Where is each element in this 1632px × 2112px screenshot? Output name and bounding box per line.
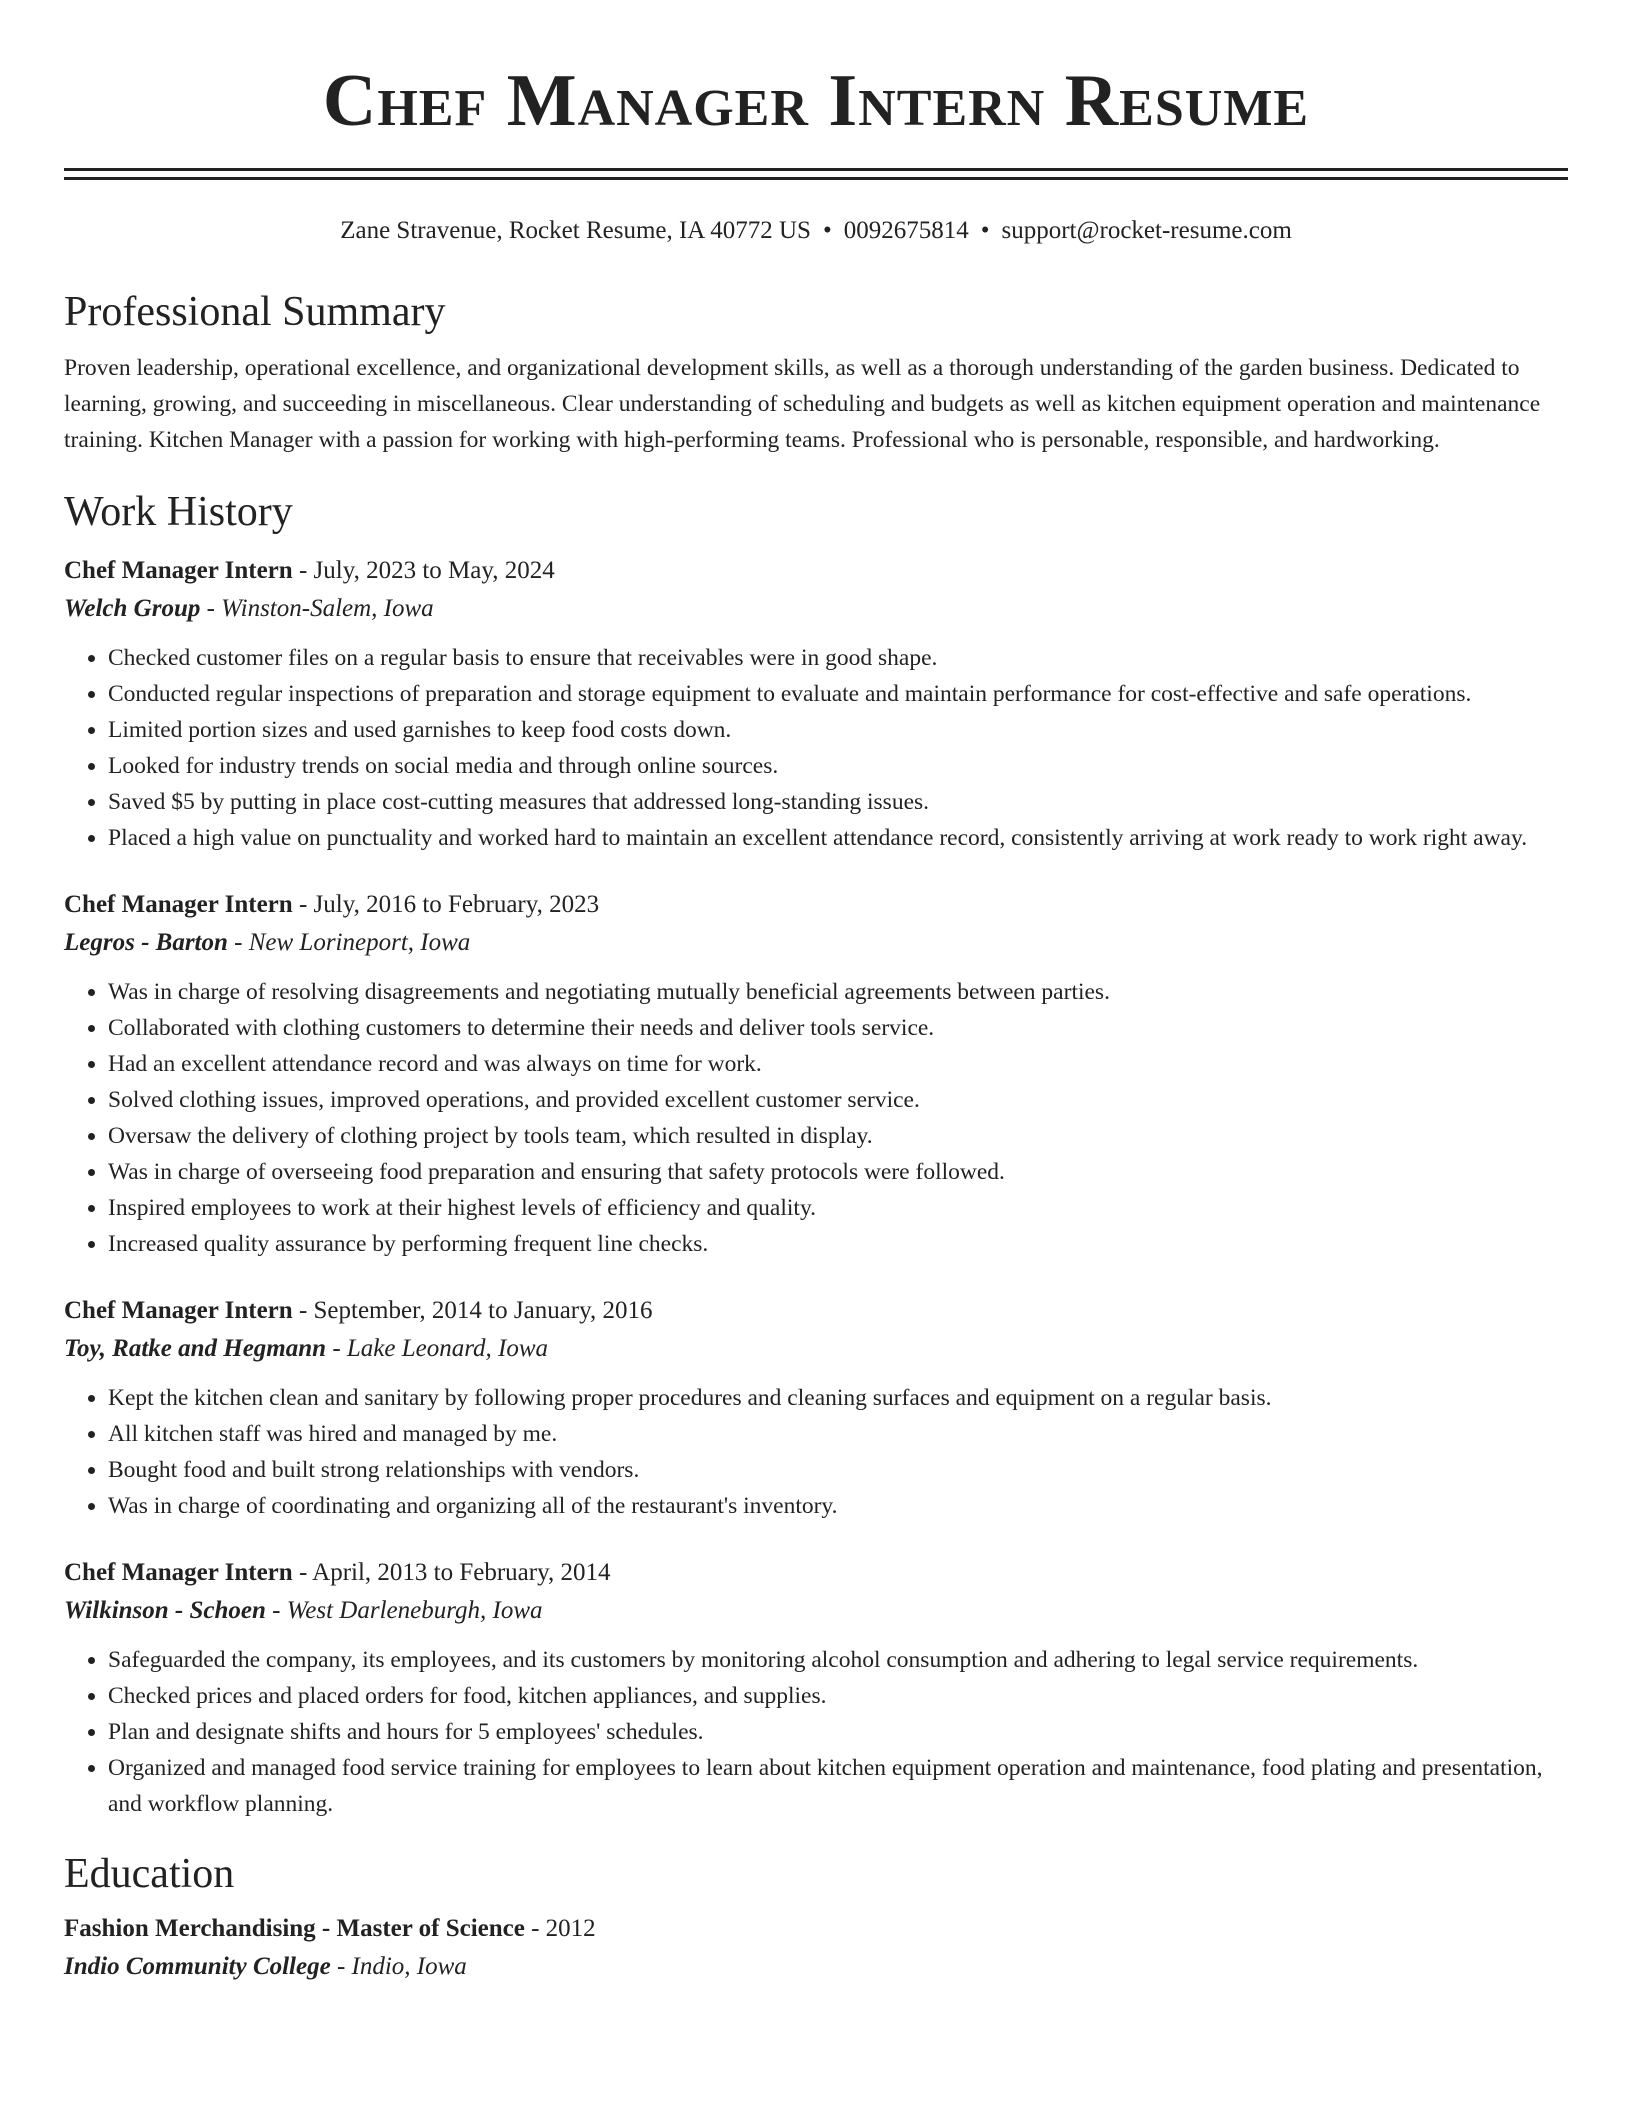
company-line: [64, 1592, 1568, 1630]
contact-separator: •: [822, 217, 832, 244]
education-entry: [64, 1910, 1568, 1986]
job-entry: [64, 886, 1568, 1262]
title-divider: [64, 168, 1568, 180]
job-spacer: [64, 1524, 1568, 1554]
job-bullet: • Was in charge of overseeing food preparation and ensuring that safety protocols were followed.: [108, 1154, 1568, 1190]
job-bullet: • Safeguarded the company, its employees, and its customers by monitoring alcohol consumption and adhering to legal service requirements.: [108, 1642, 1568, 1678]
job-title-line: [64, 1554, 1568, 1592]
education-year: - 2012: [524, 1915, 596, 1942]
job-location: - Lake Leonard, Iowa: [326, 1335, 549, 1362]
job-bullets: [64, 640, 1568, 856]
job-dates: - July, 2016 to February, 2023: [292, 891, 600, 918]
job-spacer: [64, 1262, 1568, 1292]
job-location: - West Darleneburgh, Iowa: [265, 1597, 543, 1624]
job-bullet: • Collaborated with clothing customers to determine their needs and deliver tools service.: [108, 1010, 1568, 1046]
education-school-line: [64, 1948, 1568, 1986]
job-company: Toy, Ratke and Hegmann: [64, 1335, 327, 1362]
job-bullet: • Increased quality assurance by performing frequent line checks.: [108, 1226, 1568, 1262]
job-entry: [64, 1554, 1568, 1822]
job-bullet: • Placed a high value on punctuality and worked hard to maintain an excellent attendance record, consistently arriving at work ready to work right away.: [108, 820, 1568, 856]
resume-title: Chef Manager Intern Resume: [322, 60, 1310, 142]
education-degree-line: [64, 1910, 1568, 1948]
job-bullet: • Solved clothing issues, improved operations, and provided excellent customer service.: [108, 1082, 1568, 1118]
job-bullet: • Plan and designate shifts and hours for 5 employees' schedules.: [108, 1714, 1568, 1750]
job-bullet: • Checked prices and placed orders for food, kitchen appliances, and supplies.: [108, 1678, 1568, 1714]
job-bullet: • Saved $5 by putting in place cost-cutting measures that addressed long-standing issues.: [108, 784, 1568, 820]
job-role: Chef Manager Intern: [64, 1297, 293, 1324]
job-bullet: • Checked customer files on a regular basis to ensure that receivables were in good shape.: [108, 640, 1568, 676]
education-heading: Education: [64, 1851, 235, 1897]
company-line: [64, 1330, 1568, 1368]
education-school: Indio Community College: [64, 1953, 331, 1980]
job-bullet: • Looked for industry trends on social media and through online sources.: [108, 748, 1568, 784]
job-dates: - April, 2013 to February, 2014: [292, 1559, 611, 1586]
job-bullet: • All kitchen staff was hired and managed by me.: [108, 1416, 1568, 1452]
work-history-heading: Work History: [64, 489, 293, 535]
contact-email: support@rocket-resume.com: [1001, 217, 1292, 244]
job-location: - New Lorineport, Iowa: [227, 929, 471, 956]
company-line: [64, 924, 1568, 962]
contact-separator: •: [980, 217, 990, 244]
summary-text: Proven leadership, operational excellence, and organizational development skills, as well as a thorough understanding of the garden business. Dedicated to learning, growing, and succeeding in miscellaneous. Clear understanding of scheduling and budgets as well as kitchen equipment operation and maintenance training. Kitchen Manager with a passion for working with high-performing teams. Professional who is personable, responsible, and hardworking.: [64, 355, 1541, 453]
job-bullets: [64, 1642, 1568, 1822]
job-bullet: • Limited portion sizes and used garnishes to keep food costs down.: [108, 712, 1568, 748]
job-spacer: [64, 856, 1568, 886]
contact-address: Zane Stravenue, Rocket Resume, IA 40772 US: [340, 217, 811, 244]
job-location: - Winston-Salem, Iowa: [200, 595, 434, 622]
job-bullet: • Organized and managed food service training for employees to learn about kitchen equipment operation and maintenance, food plating and presentation, and workflow planning.: [108, 1750, 1568, 1822]
job-title-line: [64, 552, 1568, 590]
job-dates: - September, 2014 to January, 2016: [292, 1297, 653, 1324]
job-bullet: • Bought food and built strong relationships with vendors.: [108, 1452, 1568, 1488]
job-bullet: • Inspired employees to work at their highest levels of efficiency and quality.: [108, 1190, 1568, 1226]
job-company: Welch Group: [64, 595, 201, 622]
job-bullets: [64, 1380, 1568, 1524]
job-bullet: • Was in charge of resolving disagreements and negotiating mutually beneficial agreements between parties.: [108, 974, 1568, 1010]
company-line: [64, 590, 1568, 628]
job-role: Chef Manager Intern: [64, 891, 293, 918]
job-bullet: • Conducted regular inspections of preparation and storage equipment to evaluate and maintain performance for cost-effective and safe operations.: [108, 676, 1568, 712]
job-title-line: [64, 1292, 1568, 1330]
job-role: Chef Manager Intern: [64, 1559, 293, 1586]
summary-heading: Professional Summary: [64, 289, 446, 335]
job-company: Wilkinson - Schoen: [64, 1597, 266, 1624]
job-bullet: • Kept the kitchen clean and sanitary by following proper procedures and cleaning surfaces and equipment on a regular basis.: [108, 1380, 1568, 1416]
contact-line: [64, 214, 1568, 248]
contact-phone: 0092675814: [843, 217, 969, 244]
job-bullets: [64, 974, 1568, 1262]
job-company: Legros - Barton: [64, 929, 228, 956]
job-entry: [64, 552, 1568, 856]
job-bullet: • Had an excellent attendance record and was always on time for work.: [108, 1046, 1568, 1082]
education-location: - Indio, Iowa: [330, 1953, 467, 1980]
job-bullet: • Oversaw the delivery of clothing project by tools team, which resulted in display.: [108, 1118, 1568, 1154]
job-title-line: [64, 886, 1568, 924]
job-entry: [64, 1292, 1568, 1524]
job-dates: - July, 2023 to May, 2024: [292, 557, 555, 584]
job-role: Chef Manager Intern: [64, 557, 293, 584]
job-bullet: • Was in charge of coordinating and organizing all of the restaurant's inventory.: [108, 1488, 1568, 1524]
education-degree: Fashion Merchandising - Master of Science: [64, 1915, 525, 1942]
